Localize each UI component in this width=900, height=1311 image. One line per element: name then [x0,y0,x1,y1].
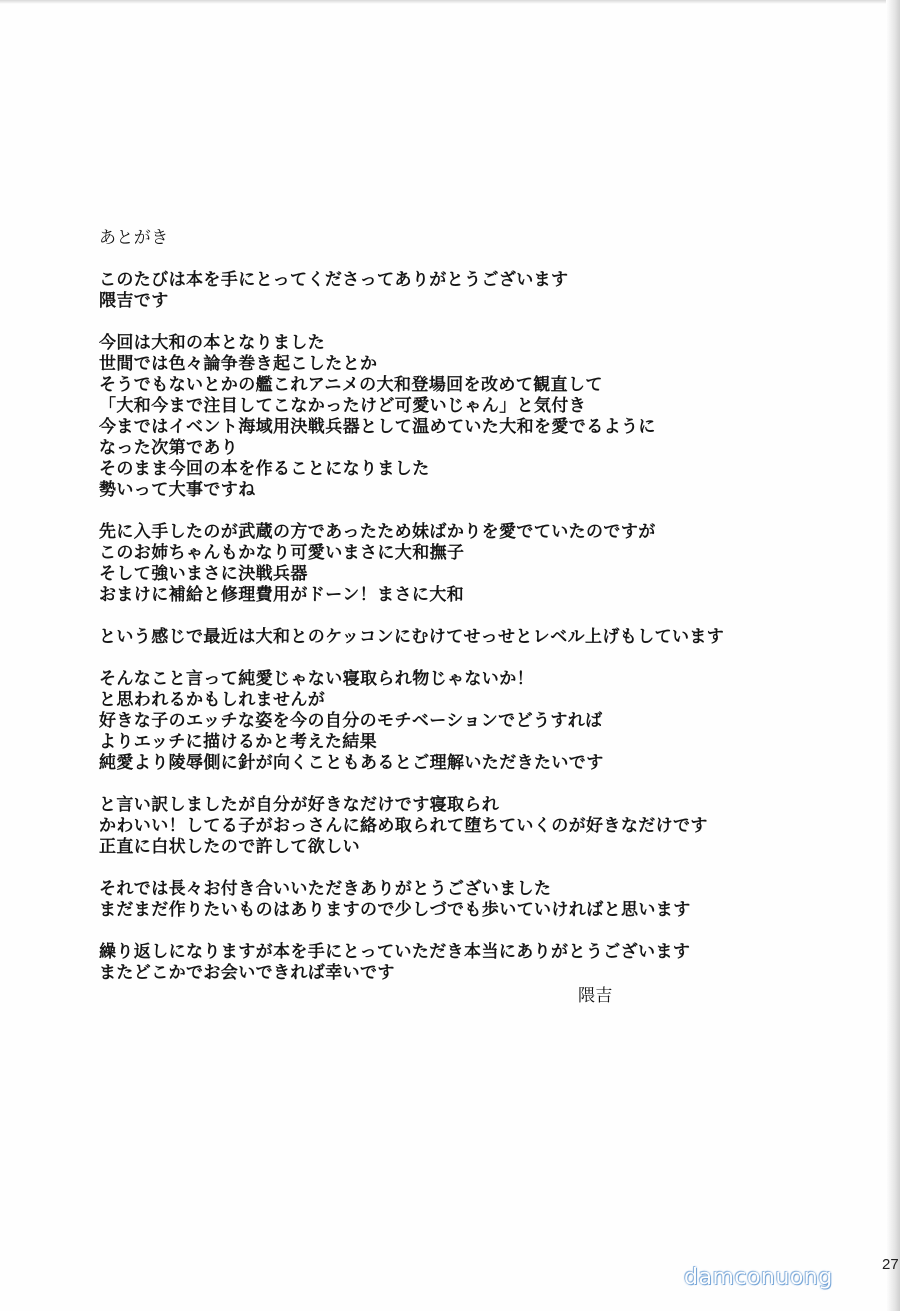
text-line: そんなこと言って純愛じゃない寝取られ物じゃないか！ [99,669,534,689]
text-line: かわいい！してる子がおっさんに絡め取られて堕ちていくのが好きなだけです [99,816,708,836]
text-line: と言い訳しましたが自分が好きなだけです寝取られ [99,795,500,815]
text-line: そのまま今回の本を作ることになりました [99,459,430,479]
text-line: 今回は大和の本となりました [99,333,326,353]
text-line: 好きな子のエッチな姿を今の自分のモチベーションでどうすれば [99,711,603,731]
text-line: まだまだ作りたいものはありますので少しづでも歩いていければと思います [99,900,691,920]
text-line: 勢いって大事ですね [99,480,256,500]
site-watermark: damconuong [684,1265,833,1290]
text-line: このお姉ちゃんもかなり可愛いまさに大和撫子 [99,543,465,563]
text-line: 「大和今まで注目してこなかったけど可愛いじゃん」と気付き [99,396,587,416]
text-line: またどこかでお会いできれば幸いです [99,963,395,983]
text-line: 今まではイベント海域用決戦兵器として温めていた大和を愛でるように [99,417,656,437]
afterword-text [99,228,839,984]
author-signature: 隈吉 [578,986,613,1006]
text-line: 正直に白状したので許して欲しい [99,837,360,857]
text-line: なった次第であり [99,438,239,458]
text-line: 繰り返しになりますが本を手にとっていただき本当にありがとうございます [99,942,691,962]
text-line: そして強いまさに決戦兵器 [99,564,308,584]
text-line: よりエッチに描けるかと考えた結果 [99,732,378,752]
text-line: 隈吉です [99,291,169,311]
text-line: 先に入手したのが武蔵の方であったため妹ばかりを愛でていたのですが [99,522,656,542]
text-line: それでは長々お付き合いいただきありがとうございました [99,879,552,899]
text-line: 純愛より陵辱側に針が向くこともあるとご理解いただきたいです [99,753,604,773]
page-number: 27 [882,1256,899,1273]
text-line: そうでもないとかの艦これアニメの大和登場回を改めて観直して [99,375,603,395]
text-line: おまけに補給と修理費用がドーン！まさに大和 [99,585,465,605]
text-line: と思われるかもしれませんが [99,690,326,710]
afterword-heading: あとがき [99,228,169,248]
text-line: 世間では色々論争巻き起こしたとか [99,354,378,374]
page-top-shadow [0,0,900,4]
text-line: このたびは本を手にとってくださってありがとうございます [99,270,569,290]
page-binding-shadow [886,0,900,1311]
text-line: という感じで最近は大和とのケッコンにむけてせっせとレベル上げもしています [99,627,725,647]
